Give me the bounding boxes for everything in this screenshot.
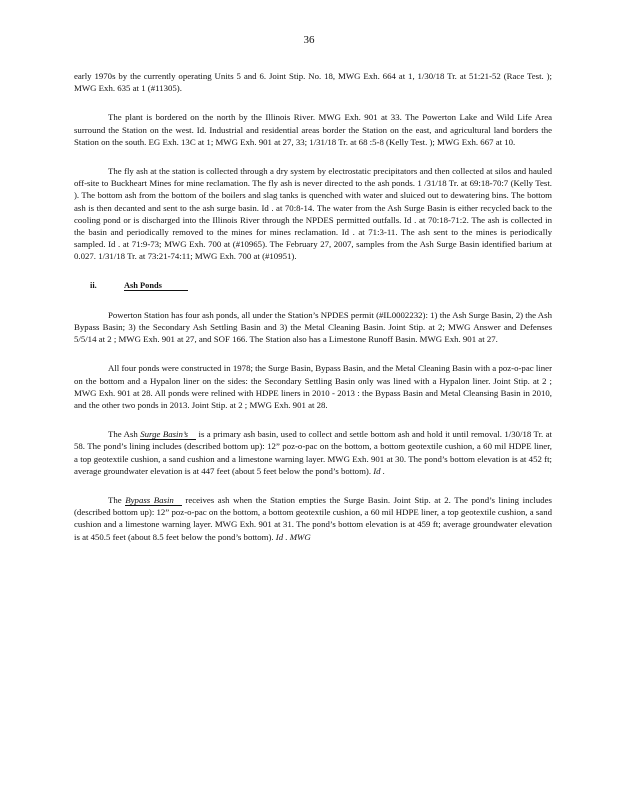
section-title: Ash Ponds	[124, 281, 188, 291]
surge-basin-term: Surge Basin’s	[140, 429, 196, 440]
bypass-basin-cite: Id . MWG	[275, 531, 311, 542]
surge-basin-lead: The Ash	[108, 429, 141, 440]
paragraph-bypass-basin	[74, 494, 552, 543]
document-body	[74, 70, 552, 560]
paragraph-fly-ash: The fly ash at the station is collected through a dry system by electrostatic precipitators and then collected at silos and hauled off-site to Buckheart Mines for mine reclamation. The fly ash is never directed to the ash ponds. 1 /31/18 Tr. at 69:18-70:7 (Kelly Test. ). The bottom ash from the bottom of the boilers and slag tanks is quenched with water and sluiced out to dewatering bins. The bottom ash is then decanted and sent to the ash surge basin. Id . at 70:8-14. The water from the Ash Surge Basin is either recycled back to the cooling pond or is discharged into the Illinois River through the NPDES permitted outfalls. Id . at 70:18-71:2. The ash is collected in the basin and periodically removed to the mines for mines reclamation. Id . at 71:3-11. The ash sent to the mines is periodically sampled. Id . at 71:9-73; MWG Exh. 700 at (#10965). The February 27, 2007, samples from the Ash Surge Basin identified barium at 0.027. 1/31/18 Tr. at 73:21-74:11; MWG Exh. 700 at (#10951).	[74, 166, 552, 262]
paragraph-continuation: early 1970s by the currently operating Units 5 and 6. Joint Stip. No. 18, MWG Exh. 664 at 1, 1/30/18 Tr. at 51:21-52 (Race Test. ); MWG Exh. 635 at 1 (#11305).	[74, 71, 552, 94]
bypass-basin-term: Bypass Basin	[125, 495, 182, 506]
paragraph-plant-border: The plant is bordered on the north by the Illinois River. MWG Exh. 901 at 33. The Powerton Lake and Wild Life Area surround the Station on the west. Id. Industrial and residential areas border the Station on the east, and agricultural land borders the Station on the south. EG Exh. 13C at 1; MWG Exh. 901 at 27, 33; 1/31/18 Tr. at 68 :5-8 (Kelly Test. ); MWG Exh. 667 at 10.	[74, 112, 552, 147]
paragraph-four-ponds: Powerton Station has four ash ponds, all under the Station’s NPDES permit (#IL0002232): 1) the Ash Surge Basin, 2) the Ash Bypass Basin; 3) the Secondary Ash Settling Basin and 3) the Metal Cleaning Basin. Joint Stip. at 2; MWG Answer and Defenses 5/5/14 at 2 ; MWG Exh. 901 at 27, and SOF 166. The Station also has a Limestone Runoff Basin. MWG Exh. 901 at 27.	[74, 309, 552, 345]
section-heading	[90, 280, 552, 292]
bypass-basin-lead: The	[108, 495, 126, 506]
page-number: 36	[303, 34, 315, 46]
section-number: ii.	[90, 280, 97, 290]
paragraph-pond-construction: All four ponds were constructed in 1978; the Surge Basin, Bypass Basin, and the Metal Cleaning Basin with a poz-o-pac liner on the bottom and a Hypalon liner on the sides: the Secondary Settling Basin only was lined with a Hypalon liner. Joint Stip. at 2 ; MWG Exh. 901 at 28. All ponds were relined with HDPE liners in 2010 - 2013 : the Bypass Basin and Metal Cleansing Basin in 2010, and the other two ponds in 2013. Joint Stip. at 2 ; MWG Exh. 901 at 28.	[74, 363, 552, 411]
bypass-basin-body: receives ash when the Station empties the Surge Basin. Joint Stip. at 2. The pond’s lining includes (described bottom up): 12” poz-o-pac on the bottom, a bottom geotextile cushion, a 60 mil HDPE liner, a top geotextile cushion, a sand cushion and a limestone warning layer. MWG Exh. 901 at 31. The pond’s bottom elevation is at 459 ft; average groundwater elevation is at 450.5 feet (about 8.5 feet below the pond’s bottom).	[74, 495, 552, 542]
surge-basin-cite: Id .	[373, 465, 385, 476]
paragraph-surge-basin	[74, 428, 552, 477]
surge-basin-body: is a primary ash basin, used to collect and settle bottom ash and hold it until removal. 1/30/18 Tr. at 58. The pond’s lining includes (described bottom up): 12” poz-o-pac on the bottom, a bottom geotextile cushion, a 60 mil HDPE liner, a top geotextile cushion, a sand cushion and a limestone warning layer. MWG Exh. 901 at 30. The pond’s bottom elevation is at 452 ft; average groundwater elevation is at 447 feet (about 5 feet below the pond’s bottom).	[74, 429, 552, 476]
